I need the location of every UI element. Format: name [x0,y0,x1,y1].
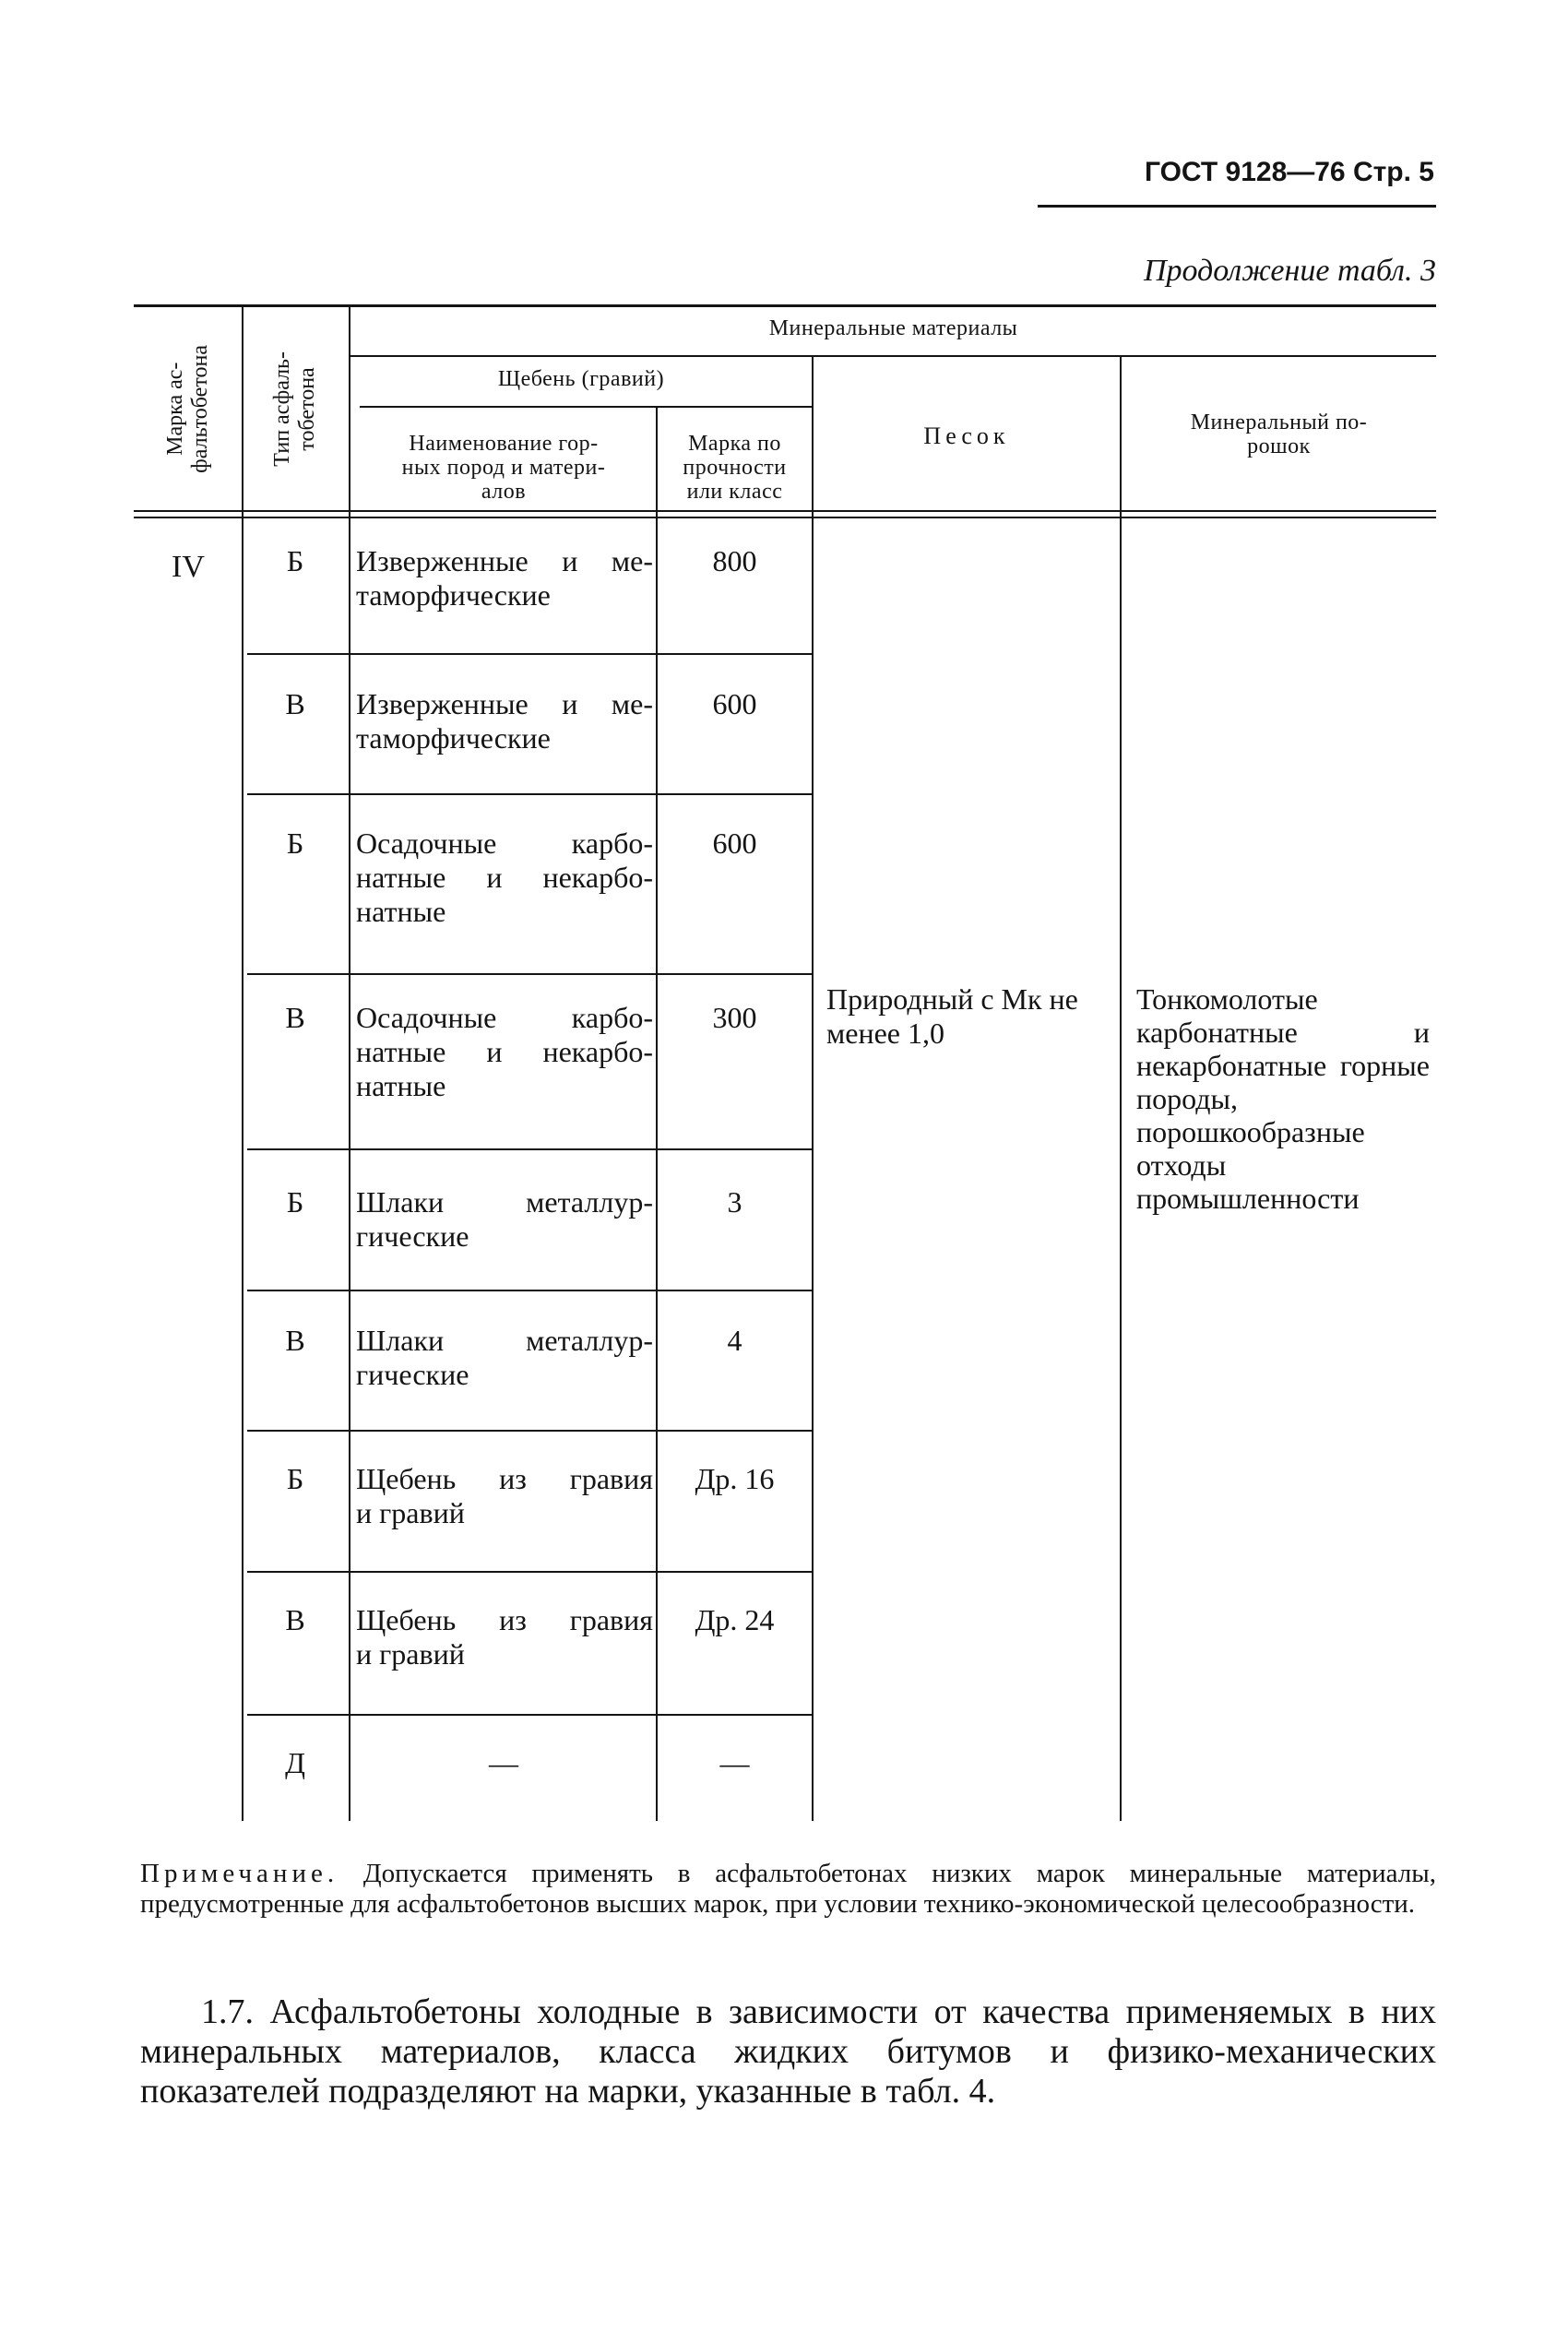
type-cell: В [285,1001,305,1034]
column-header-powder: Минеральный по- рошок [1190,410,1368,458]
rock-cell: Шлаки металлур- гические [356,1324,653,1391]
strength-cell: 600 [712,827,757,860]
group-header-mineral: Минеральные материалы [768,316,1018,340]
column-header-type: Тип асфаль- тобетона [270,351,319,467]
type-cell: В [285,1324,305,1357]
column-header-rock: Наименование гор- ных пород и матери- алов [401,432,606,504]
rock-cell: Щебень из гравия и гравий [356,1603,653,1671]
strength-cell: Др. 24 [695,1603,775,1636]
standard-header: ГОСТ 9128—76 Стр. 5 [1144,157,1434,187]
strength-cell: 3 [727,1185,742,1219]
table-note [140,1859,1436,1920]
section-paragraph: 1.7. Асфальтобетоны холодные в зависимости от качества применяемых в них минеральных материалов, класса жидких битумов и физико-механических показателей подразделяют на марки, указанные в табл. 4. [140,1992,1436,2111]
type-cell: Б [286,827,304,860]
rock-cell: Осадочные карбо- натные и некарбо- натные [356,827,653,928]
sand-cell: Природный с Мк не менее 1,0 [826,982,1078,1050]
type-cell: Д [285,1746,305,1779]
rock-cell: Щебень из гравия и гравий [356,1462,653,1529]
note-label: Примечание. [140,1859,339,1888]
column-header-strength: Марка по прочности или класс [683,432,787,504]
type-cell: Б [286,1185,304,1219]
rock-cell: Осадочные карбо- натные и некарбо- натные [356,1001,653,1102]
strength-cell: 300 [712,1001,757,1034]
grade-cell: IV [172,550,205,584]
strength-cell: 600 [712,687,757,720]
note-text: Допускается применять в асфальтобетонах низких марок минеральные материалы, предусмотренные для асфальтобетонов высших марок, при условии технико-экономической целесообразности. [140,1859,1436,1919]
type-cell: В [285,1603,305,1636]
type-cell: Б [286,544,304,577]
rock-cell: Шлаки металлур- гические [356,1185,653,1253]
rock-cell: Изверженные и ме- таморфические [356,687,653,755]
table-continuation-label: Продолжение табл. 3 [1143,254,1436,288]
column-header-mark: Марка ас- фальтобетона [163,345,212,473]
strength-cell: 4 [727,1324,742,1357]
column-header-sand: Песок [923,422,1010,449]
strength-cell: 800 [712,544,757,577]
rock-cell: Изверженные и ме- таморфические [356,544,653,612]
rock-cell: — [489,1746,518,1779]
strength-cell: Др. 16 [695,1462,775,1495]
type-cell: В [285,687,305,720]
strength-cell: — [719,1746,750,1779]
type-cell: Б [286,1462,304,1495]
mineral-powder-cell: Тонкомолотые карбонатные и некарбонатные горные породы, порошкообразные отходы промышленности [1136,982,1430,1215]
group-header-crushed-stone: Щебень (гравий) [497,367,665,391]
